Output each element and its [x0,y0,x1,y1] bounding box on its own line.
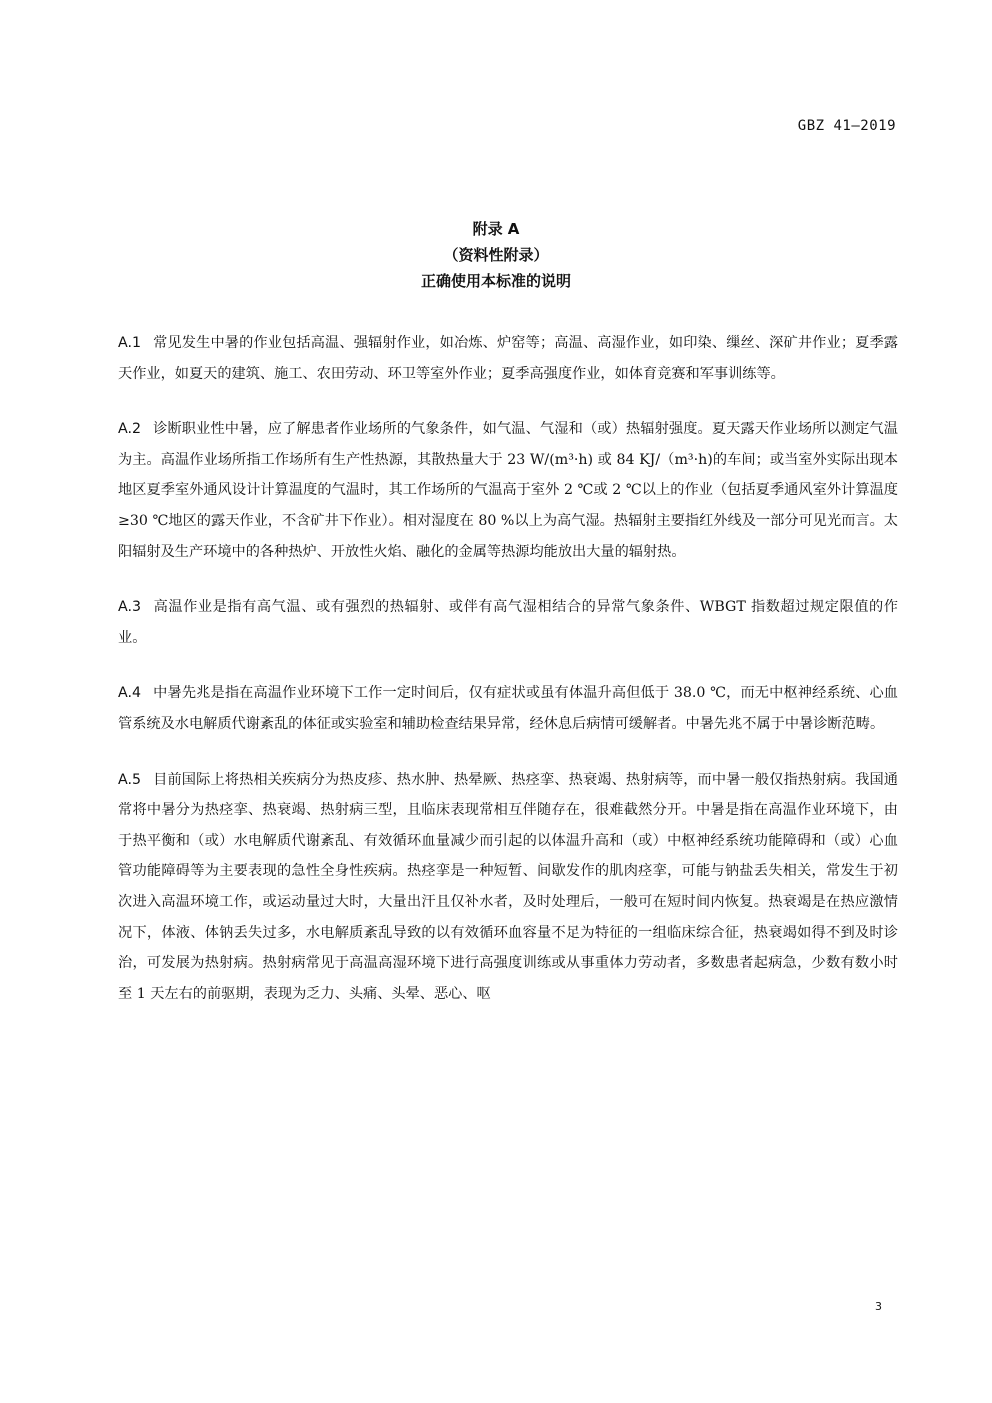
clause-number: A.5 [118,771,141,788]
clause-number: A.4 [118,685,141,702]
paragraph-text: 目前国际上将热相关疾病分为热皮疹、热水肿、热晕厥、热痉挛、热衰竭、热射病等，而中暑一般仅指热射病。我国通常将中暑分为热痉挛、热衰竭、热射病三型，且临床表现常相互伴随存在，很难截然分开。中暑是指在高温作业环境下，由于热平衡和（或）水电解质代谢紊乱、有效循环血量减少而引起的以体温升高和（或）中枢神经系统功能障碍和（或）心血管功能障碍等为主要表现的急性全身性疾病。热痉挛是一种短暂、间歇发作的肌肉痉挛，可能与钠盐丢失相关，常发生于初次进入高温环境工作，或运动量过大时，大量出汗且仅补水者，及时处理后，一般可在短时间内恢复。热衰竭是在热应激情况下，体液、体钠丢失过多，水电解质紊乱导致的以有效循环血容量不足为特征的一组临床综合征，热衰竭如得不到及时诊治，可发展为热射病。热射病常见于高温高湿环境下进行高强度训练或从事重体力劳动者，多数患者起病急，少数有数小时至 1 天左右的前驱期，表现为乏力、头痛、头晕、恶心、呕 [118,771,898,1002]
paragraph-a3 [118,592,898,653]
paragraph-a1 [118,328,898,389]
body-text [118,328,898,1034]
paragraph-text: 中暑先兆是指在高温作业环境下工作一定时间后，仅有症状或虽有体温升高但低于 38.0 ℃，而无中枢神经系统、心血管系统及水电解质代谢紊乱的体征或实验室和辅助检查结果异常，经休息后病情可缓解者。中暑先兆不属于中暑诊断范畴。 [118,685,898,732]
paragraph-text: 高温作业是指有高气温、或有强烈的热辐射、或伴有高气湿相结合的异常气象条件、WBGT 指数超过规定限值的作业。 [118,599,898,646]
appendix-type: （资料性附录） [443,246,549,264]
document-code: GBZ 41—2019 [797,118,896,134]
paragraph-text: 诊断职业性中暑，应了解患者作业场所的气象条件，如气温、气湿和（或）热辐射强度。夏天露天作业场所以测定气温为主。高温作业场所指工作场所有生产性热源，其散热量大于 23 W/(m³·h) 或 84 KJ/（m³·h)的车间；或当室外实际出现本地区夏季室外通风设计计算温度的气温时，其工作场所的气温高于室外 2 ℃或 2 ℃以上的作业（包括夏季通风室外计算温度≥30 ℃地区的露天作业，不含矿井下作业）。相对湿度在 80 %以上为高气湿。热辐射主要指红外线及一部分可见光而言。太阳辐射及生产环境中的各种热炉、开放性火焰、融化的金属等热源均能放出大量的辐射热。 [118,421,898,560]
paragraph-a5 [118,765,898,1010]
paragraph-text: 常见发生中暑的作业包括高温、强辐射作业，如冶炼、炉窑等；高温、高湿作业，如印染、缫丝、深矿井作业；夏季露天作业，如夏天的建筑、施工、农田劳动、环卫等室外作业；夏季高强度作业，如体育竞赛和军事训练等。 [118,335,898,382]
clause-number: A.3 [118,599,141,616]
appendix-subtitle: 正确使用本标准的说明 [420,272,571,290]
appendix-title: 附录 A [472,220,520,238]
clause-number: A.2 [118,421,141,438]
paragraph-a4 [118,678,898,739]
paragraph-a2 [118,414,898,567]
clause-number: A.1 [118,335,141,351]
page-number: 3 [875,1300,882,1313]
